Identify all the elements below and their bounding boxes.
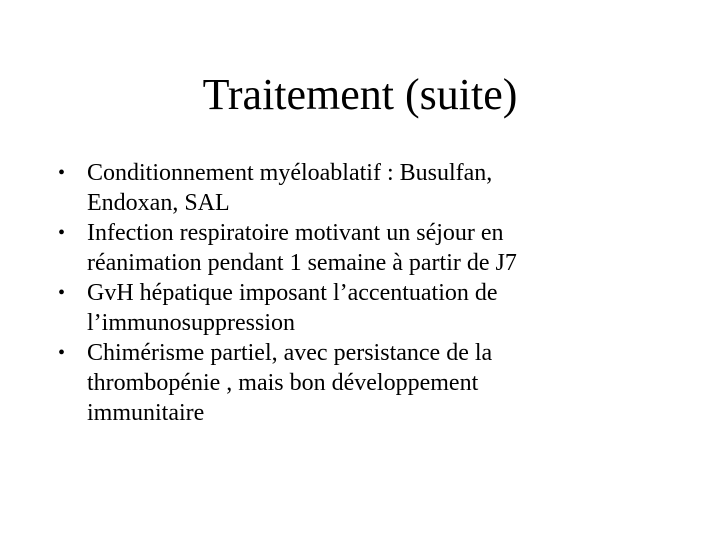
bullet-item-infection <box>58 218 658 278</box>
bullet-item-chimerisme <box>58 338 658 428</box>
bullet-icon: • <box>58 162 66 184</box>
bullet-text-line: immunitaire <box>87 400 205 426</box>
bullet-item-conditionnement <box>58 158 658 218</box>
bullet-icon: • <box>58 282 66 304</box>
bullet-text-line: Endoxan, SAL <box>87 190 230 216</box>
slide-title: Traitement (suite) <box>202 70 518 119</box>
bullet-text-line: l’immunosuppression <box>87 310 295 336</box>
bullet-text-line: Infection respiratoire motivant un séjour en <box>87 220 504 246</box>
bullet-text-line: thrombopénie , mais bon développement <box>87 370 479 396</box>
bullet-text-line: Chimérisme partiel, avec persistance de la <box>87 340 493 366</box>
bullet-text-line: Conditionnement myéloablatif : Busulfan, <box>87 160 493 186</box>
bullet-list <box>58 158 658 428</box>
bullet-icon: • <box>58 342 66 364</box>
bullet-text-line: réanimation pendant 1 semaine à partir de J7 <box>87 250 517 276</box>
bullet-icon: • <box>58 222 66 244</box>
bullet-text-line: GvH hépatique imposant l’accentuation de <box>87 280 498 306</box>
bullet-item-gvh <box>58 278 658 338</box>
